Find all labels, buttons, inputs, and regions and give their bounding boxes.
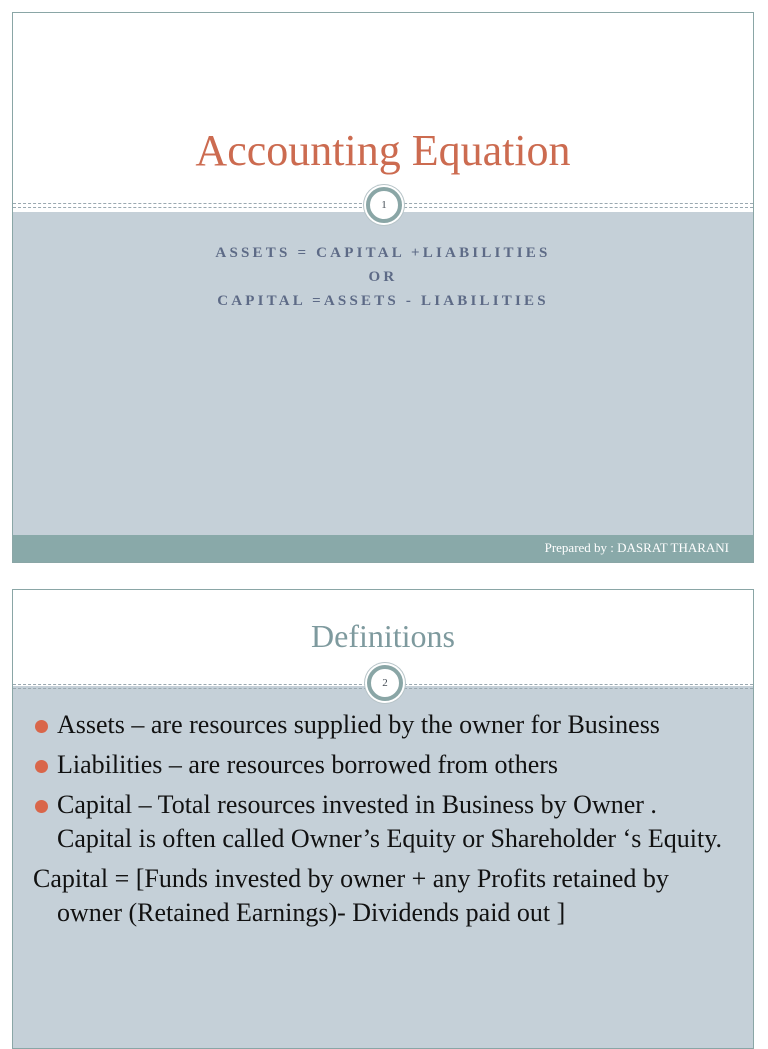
slide-number-badge: 1 — [366, 187, 402, 223]
footer-bar — [13, 535, 753, 562]
definitions-list — [33, 708, 733, 930]
list-item-text: Assets – are resources supplied by the owner for Business — [57, 710, 660, 739]
equation-line: ASSETS = CAPITAL +LIABILITIES — [215, 245, 551, 261]
list-item-text: Capital – Total resources invested in Business by Owner . Capital is often called Owner’s Equity or Shareholder ‘s Equity. — [57, 790, 723, 853]
bullet-dot-icon — [35, 800, 48, 813]
slide-1 — [12, 12, 754, 563]
list-item — [33, 708, 733, 742]
list-item — [33, 788, 733, 856]
slide-title-area — [13, 13, 753, 212]
equation-line: CAPITAL =ASSETS - LIABILITIES — [217, 293, 549, 309]
slide-title: Definitions — [311, 618, 455, 654]
footer-author: Prepared by : DASRAT THARANI — [544, 540, 729, 555]
bullet-dot-icon — [35, 720, 48, 733]
slide-2 — [12, 589, 754, 1049]
capital-formula: Capital = [Funds invested by owner + any Profits retained by owner (Retained Earnings)- Dividends paid out ] — [33, 864, 669, 927]
equation-line: OR — [368, 269, 398, 285]
list-item — [33, 748, 733, 782]
slide-number-badge: 2 — [367, 665, 403, 701]
slide-title: Accounting Equation — [195, 126, 571, 175]
bullet-dot-icon — [35, 760, 48, 773]
equation-subtitle — [13, 241, 753, 313]
list-item-text: Liabilities – are resources borrowed from others — [57, 750, 559, 779]
